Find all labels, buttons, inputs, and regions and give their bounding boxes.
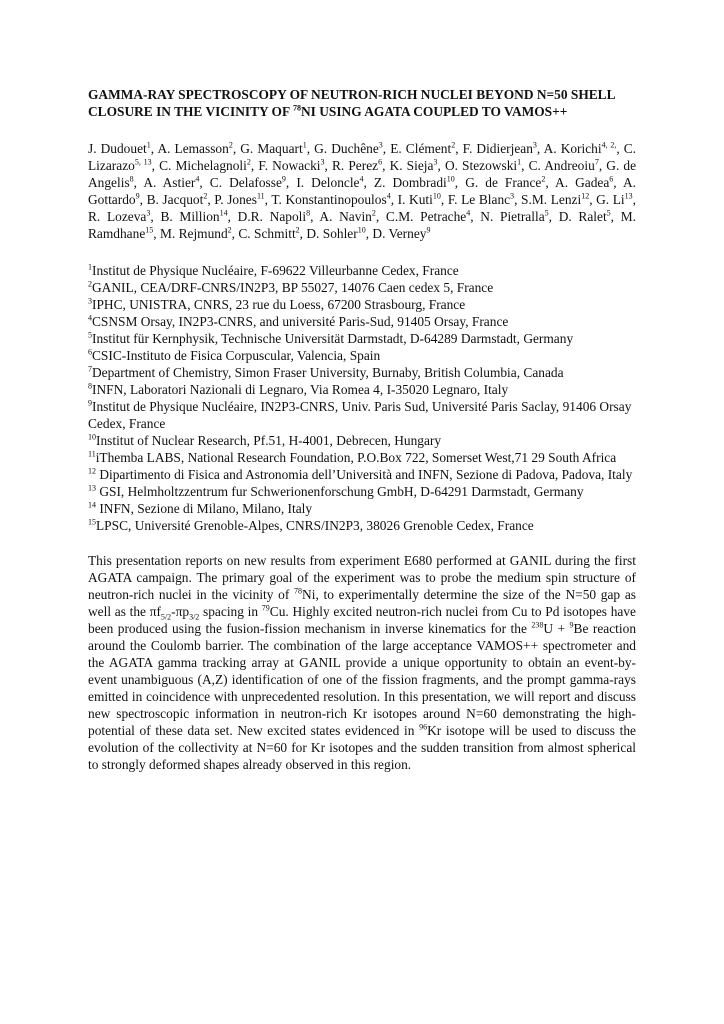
author-affiliation-marker: 10	[446, 174, 455, 184]
affiliation-text: LPSC, Université Grenoble-Alpes, CNRS/IN2P3, 38026 Grenoble Cedex, France	[96, 518, 534, 533]
affiliation	[88, 517, 636, 534]
author	[544, 141, 617, 156]
author	[332, 158, 382, 173]
author-affiliation-marker: 13	[624, 191, 633, 201]
author	[480, 209, 548, 224]
paper-page	[88, 86, 636, 773]
author-name: C. Schmitt	[238, 226, 296, 241]
author-name: C. Delafosse	[209, 175, 282, 190]
affiliation-text: Dipartimento di Fisica and Astronomia dell’Università and INFN, Sezione di Padova, Padova, Italy	[96, 467, 633, 482]
abstract-subscript: 5/2	[160, 612, 172, 622]
author-affiliation-marker: 1	[146, 140, 151, 150]
author-name: I. Deloncle	[296, 175, 360, 190]
author	[521, 192, 589, 207]
author-name: A. Gadea	[555, 175, 610, 190]
author	[147, 192, 208, 207]
author-affiliation-marker: 5	[544, 208, 549, 218]
author-affiliation-marker: 2	[295, 225, 300, 235]
author-affiliation-marker: 8	[129, 174, 134, 184]
author-name: A. Lemasson	[157, 141, 229, 156]
affiliation-number: 4	[88, 313, 92, 323]
affiliation-text: Department of Chemistry, Simon Fraser University, Burnaby, British Columbia, Canada	[92, 365, 564, 380]
author-name: B. Million	[160, 209, 220, 224]
author	[555, 175, 613, 190]
author-name: D. Sohler	[306, 226, 358, 241]
author-affiliation-marker: 9	[426, 225, 431, 235]
author-name: C. Andreoiu	[528, 158, 595, 173]
author	[238, 226, 299, 241]
author	[88, 141, 151, 156]
author-affiliation-marker: 2	[371, 208, 376, 218]
author-name: N. Pietralla	[480, 209, 545, 224]
abstract-supscript: 78	[294, 586, 303, 596]
paper-title	[88, 86, 636, 120]
affiliation	[88, 330, 636, 347]
author-name: G. de France	[465, 175, 542, 190]
abstract-supscript: 79	[261, 603, 270, 613]
author	[465, 175, 545, 190]
author-name: O. Stezowski	[444, 158, 518, 173]
affiliation-number: 5	[88, 330, 92, 340]
affiliation-list	[88, 262, 636, 534]
affiliation-text: IPHC, UNISTRA, CNRS, 23 rue du Loess, 67200 Strasbourg, France	[92, 297, 466, 312]
author	[386, 209, 470, 224]
affiliation	[88, 432, 636, 449]
author-name: T. Konstantinopoulos	[271, 192, 387, 207]
affiliation	[88, 313, 636, 330]
affiliation-number: 2	[88, 279, 92, 289]
abstract-text: spacing in	[199, 604, 262, 619]
affiliation-text: iThemba LABS, National Research Foundation, P.O.Box 722, Somerset West,71 29 South Africa	[95, 450, 617, 465]
author	[160, 209, 227, 224]
author	[529, 158, 599, 173]
affiliation	[88, 449, 636, 466]
affiliation	[88, 381, 636, 398]
author	[319, 209, 375, 224]
author-name: G. Maquart	[240, 141, 303, 156]
abstract-text: Ni, to experimentally determine the size of the N=50 gap as well as the πf	[88, 587, 636, 619]
affiliation	[88, 500, 636, 517]
author-name: F. Nowacki	[258, 158, 321, 173]
author	[390, 158, 438, 173]
author-affiliation-marker: 9	[135, 191, 140, 201]
author-name: G. Li	[596, 192, 625, 207]
abstract-subscript: 3/2	[189, 612, 200, 622]
author-affiliation-marker: 6	[378, 157, 383, 167]
affiliation-number: 3	[88, 296, 92, 306]
affiliation-text: Institut de Physique Nucléaire, IN2P3-CNRS, Univ. Paris Sud, Université Paris Saclay, 91406 Orsay Cedex, France	[88, 399, 632, 431]
author-name: A. Korichi	[543, 141, 602, 156]
author-affiliation-marker: 2	[451, 140, 456, 150]
author-affiliation-marker: 8	[306, 208, 311, 218]
affiliation-number: 9	[88, 398, 92, 408]
author-affiliation-marker: 3	[378, 140, 383, 150]
author-name: E. Clément	[390, 141, 452, 156]
author	[214, 192, 264, 207]
affiliation-number: 10	[88, 432, 96, 442]
title-text-part1: GAMMA-RAY SPECTROSCOPY OF NEUTRON-RICH NUCLEI BEYOND N=50 SHELL CLOSURE IN THE VICINITY OF	[88, 87, 615, 119]
author-name: I. Kuti	[397, 192, 433, 207]
author-name: C. Lizarazo	[88, 141, 637, 173]
author-affiliation-marker: 5	[606, 208, 611, 218]
author-name: D. Verney	[372, 226, 427, 241]
author-name: J. Dudouet	[88, 141, 147, 156]
abstract-text: -πp	[171, 604, 190, 619]
author-name: R. Perez	[331, 158, 379, 173]
author-affiliation-marker: 2	[228, 140, 233, 150]
author-name: C.M. Petrache	[385, 209, 467, 224]
author	[463, 141, 537, 156]
affiliation-text: CSNSM Orsay, IN2P3-CNRS, and université Paris-Sud, 91405 Orsay, France	[92, 314, 509, 329]
author-affiliation-marker: 3	[433, 157, 438, 167]
author-affiliation-marker: 4, 2,	[601, 140, 617, 150]
author-name: M. Ramdhane	[88, 209, 636, 241]
abstract-supscript: 96	[419, 722, 428, 732]
affiliation-text: GANIL, CEA/DRF-CNRS/IN2P3, BP 55027, 14076 Caen cedex 5, France	[92, 280, 494, 295]
affiliation-number: 11	[88, 449, 96, 459]
author	[445, 158, 521, 173]
author-name: A. Gottardo	[88, 175, 636, 207]
abstract-text: Kr isotope will be used to discuss the evolution of the collectivity at N=60 for Kr isotopes and the sudden transition from almost spherical to strongly deformed shapes already observed in this region.	[88, 723, 636, 772]
author-affiliation-marker: 1	[517, 157, 522, 167]
affiliation	[88, 279, 636, 296]
author	[306, 226, 365, 241]
author-affiliation-marker: 6	[609, 174, 614, 184]
author	[390, 141, 455, 156]
author	[296, 175, 363, 190]
author	[596, 192, 633, 207]
author-affiliation-marker: 7	[594, 157, 599, 167]
title-mass-number: 78	[293, 103, 301, 113]
author-name: G. de Angelis	[88, 158, 637, 190]
author-affiliation-marker: 2	[246, 157, 251, 167]
author	[160, 226, 232, 241]
affiliation-number: 7	[88, 364, 92, 374]
author	[271, 192, 390, 207]
author	[88, 209, 150, 224]
author-affiliation-marker: 10	[357, 225, 366, 235]
author-name: D. Ralet	[558, 209, 607, 224]
author-affiliation-marker: 10	[432, 191, 441, 201]
author-affiliation-marker: 3	[320, 157, 325, 167]
affiliation-text: INFN, Laboratori Nazionali di Legnaro, Via Romea 4, I-35020 Legnaro, Italy	[92, 382, 509, 397]
author-name: G. Duchêne	[314, 141, 379, 156]
affiliation	[88, 398, 636, 432]
abstract-text: Cu. Highly excited neutron-rich nuclei from Cu to Pd isotopes have been produced using the fusion-fission mechanism in inverse kinematics for the	[88, 604, 636, 636]
author-name: A. Navin	[319, 209, 372, 224]
abstract	[88, 552, 636, 773]
author	[559, 209, 611, 224]
abstract-text: Be reaction around the Coulomb barrier. The combination of the large acceptance VAMOS++ spectrometer and the AGATA gamma tracking array at GANIL provide a unique opportunity to obtain an event-by-event unambiguous (A,Z) identification of one of the fission fragments, and the prompt gamma-rays emitted in coincidence with unprecedented resolution. In this presentation, we will report and discuss new spectroscopic information in neutron-rich Kr isotopes around N=60 demonstrating the high-potential of these data set. New excited states evidenced in	[88, 621, 637, 738]
author-name: C. Michelagnoli	[159, 158, 247, 173]
author-name: B. Jacquot	[146, 192, 204, 207]
affiliation-text: INFN, Sezione di Milano, Milano, Italy	[96, 501, 313, 516]
affiliation	[88, 262, 636, 279]
author	[314, 141, 383, 156]
author	[238, 209, 310, 224]
author	[143, 175, 199, 190]
author-name: P. Jones	[214, 192, 257, 207]
author-name: F. Le Blanc	[447, 192, 511, 207]
author-affiliation-marker: 4	[195, 174, 200, 184]
author-affiliation-marker: 4	[466, 208, 471, 218]
affiliation-text: GSI, Helmholtzzentrum fur Schwerionenforschung GmbH, D-64291 Darmstadt, Germany	[96, 484, 584, 499]
author	[157, 141, 232, 156]
author-name: S.M. Lenzi	[521, 192, 582, 207]
affiliation-number: 8	[88, 381, 92, 391]
author-affiliation-marker: 14	[219, 208, 228, 218]
abstract-supscript: 238	[531, 620, 544, 630]
author	[398, 192, 441, 207]
author	[258, 158, 324, 173]
affiliation-number: 12	[88, 466, 96, 476]
affiliation-number: 6	[88, 347, 92, 357]
author-affiliation-marker: 11	[256, 191, 265, 201]
author	[372, 226, 430, 241]
author-name: D.R. Napoli	[237, 209, 307, 224]
author-affiliation-marker: 3	[510, 191, 515, 201]
author-affiliation-marker: 4	[386, 191, 391, 201]
author-affiliation-marker: 2	[541, 174, 546, 184]
author-affiliation-marker: 12	[581, 191, 590, 201]
affiliation	[88, 347, 636, 364]
affiliation-number: 1	[88, 262, 92, 272]
author-name: K. Sieja	[389, 158, 434, 173]
affiliation-number: 15	[88, 517, 96, 527]
author-name: Z. Dombradi	[373, 175, 447, 190]
author-name: M. Rejmund	[159, 226, 228, 241]
author-name: A. Astier	[143, 175, 196, 190]
author-name: R. Lozeva	[88, 209, 147, 224]
author-affiliation-marker: 3	[146, 208, 151, 218]
affiliation	[88, 466, 636, 483]
abstract-text: U +	[543, 621, 570, 636]
author-affiliation-marker: 4	[359, 174, 364, 184]
title-text-part2: NI USING AGATA COUPLED TO VAMOS++	[301, 104, 568, 119]
author-name: F. Didierjean	[462, 141, 533, 156]
author-affiliation-marker: 3	[532, 140, 537, 150]
author	[448, 192, 514, 207]
author-affiliation-marker: 2	[227, 225, 232, 235]
author-affiliation-marker: 15	[145, 225, 154, 235]
affiliation-number: 14	[88, 500, 96, 510]
affiliation	[88, 364, 636, 381]
author-affiliation-marker: 2	[203, 191, 208, 201]
affiliation-text: Institut für Kernphysik, Technische Universität Darmstadt, D-64289 Darmstadt, Germany	[92, 331, 574, 346]
author	[240, 141, 306, 156]
affiliation-text: CSIC-Instituto de Fisica Corpuscular, Valencia, Spain	[92, 348, 381, 363]
author-affiliation-marker: 1	[302, 140, 307, 150]
author-list: J. Dudouet$^1$, A. Lemasson$^2$, G. Maquart$^1$, G. Duchêne$^3$, E. Clément$^2$, F. Didierjean$^3$, A. Korichi$^{4, 2,}$, C. Lizarazo$^{5, 13}$, C. Michelagnoli$^2$, F. Nowacki$^3$, R. Perez$^6$, K. Sieja$^3$, O. Stezowski$^1$, C. Andreoiu$^7$, G. de Angelis$^8$, A. Astier$^4$, C. Delafosse$^9$, I. Deloncle$^4$, Z. Dombradi$^{10}$, G. de France$^2$, A. Gadea$^6$, A. Gottardo$^9$, B. Jacquot$^2$, P. Jones$^{11}$, T. Konstantinopoulos$^4$, I. Kuti$^{10}$, F. Le Blanc$^3$, S.M. Lenzi$^{12}$, G. Li$^{13}$, R. Lozeva$^3$, B. Million$^{14}$, D.R. Napoli$^8$, A. Navin$^2$, C.M. Petrache$^4$, N. Pietralla$^5$, D. Ralet$^5$, M. Ramdhane$^{15}$, M. Rejmund$^2$, C. Schmitt$^2$, D. Sohler$^{10}$, D. Verney$^9$	[88, 140, 637, 241]
affiliation	[88, 483, 636, 500]
author	[159, 158, 251, 173]
affiliation-text: Institut of Nuclear Research, Pf.51, H-4001, Debrecen, Hungary	[96, 433, 442, 448]
author-affiliation-marker: 5, 13	[134, 157, 152, 167]
author	[210, 175, 286, 190]
abstract-supscript: 9	[569, 620, 574, 630]
author-affiliation-marker: 9	[281, 174, 286, 184]
affiliation-text: Institut de Physique Nucléaire, F-69622 Villeurbanne Cedex, France	[92, 263, 459, 278]
author	[374, 175, 455, 190]
abstract-text: This presentation reports on new results from experiment E680 performed at GANIL during the first AGATA campaign. The primary goal of the experiment was to probe the medium spin structure of neutron-rich nuclei in the vicinity of	[88, 553, 636, 602]
affiliation-number: 13	[88, 483, 96, 493]
affiliation	[88, 296, 636, 313]
